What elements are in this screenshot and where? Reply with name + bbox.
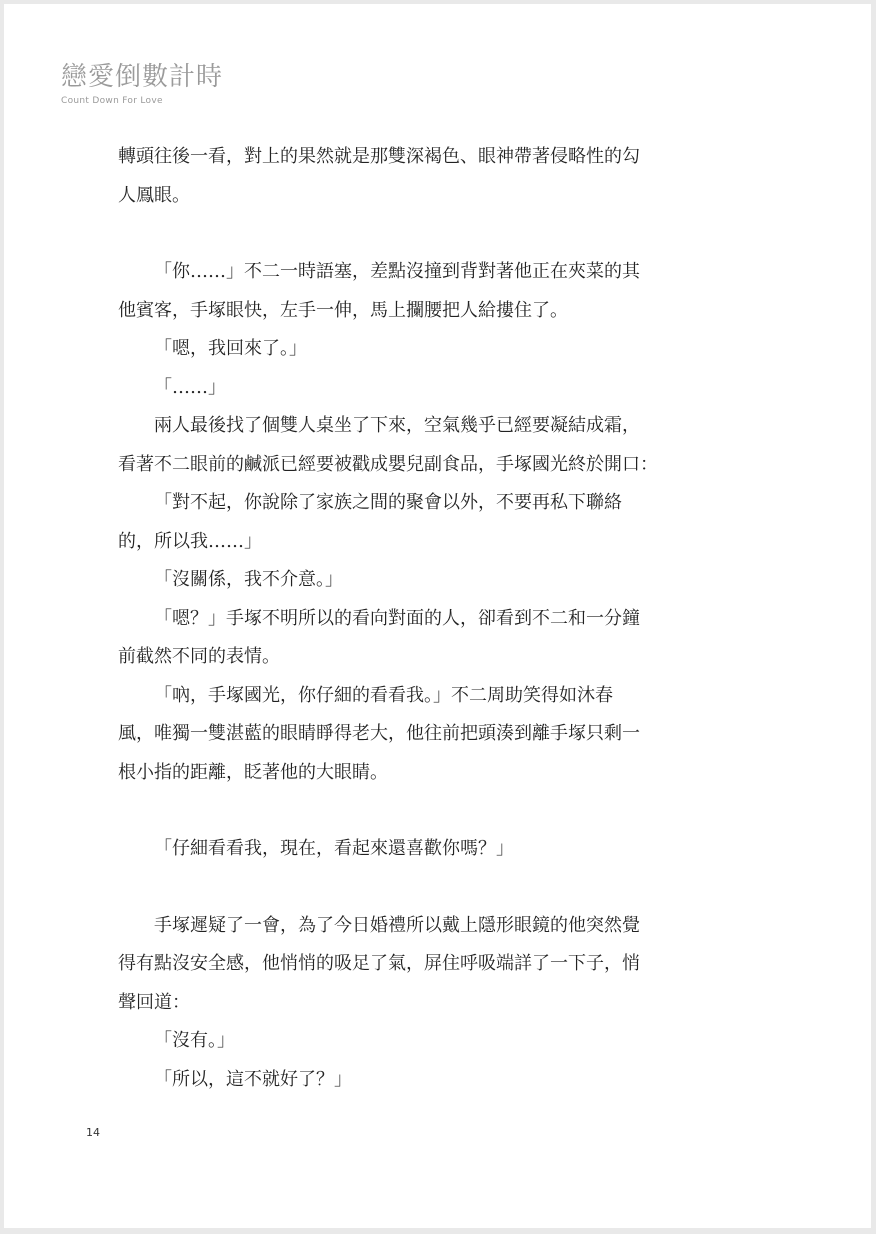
text-line: 「吶，手塚國光，你仔細的看看我。」不二周助笑得如沐春 bbox=[154, 684, 613, 706]
text-line: 轉頭往後一看，對上的果然就是那雙深褐色、眼神帶著侵略性的勾 bbox=[118, 146, 640, 167]
text-line: 看著不二眼前的鹹派已經要被戳成嬰兒副食品，手塚國光終於開口： bbox=[118, 453, 658, 475]
text-line: 的，所以我……」 bbox=[118, 530, 262, 552]
text-line: 「仔細看看我，現在，看起來還喜歡你嗎？」 bbox=[154, 838, 514, 859]
text-line: 根小指的距離，眨著他的大眼睛。 bbox=[118, 761, 388, 783]
text-line: 「嗯？」手塚不明所以的看向對面的人，卻看到不二和一分鐘 bbox=[154, 607, 640, 629]
book-page bbox=[4, 4, 871, 1228]
text-line: 「嗯，我回來了。」 bbox=[154, 338, 307, 359]
body-text bbox=[118, 138, 738, 1099]
text-line: 前截然不同的表情。 bbox=[118, 646, 280, 667]
text-line: 「沒關係，我不介意。」 bbox=[154, 569, 343, 590]
book-subtitle: Count Down For Love bbox=[61, 96, 163, 106]
text-line: 他賓客，手塚眼快，左手一伸，馬上攔腰把人給摟住了。 bbox=[118, 299, 568, 321]
running-header bbox=[61, 60, 223, 106]
text-line: 人鳳眼。 bbox=[118, 184, 190, 206]
text-line: 得有點沒安全感，他悄悄的吸足了氣，屏住呼吸端詳了一下子，悄 bbox=[118, 953, 640, 974]
text-line: 兩人最後找了個雙人桌坐了下來，空氣幾乎已經要凝結成霜， bbox=[154, 415, 640, 436]
book-title: 戀愛倒數計時 bbox=[61, 62, 224, 92]
text-line: 「所以，這不就好了？」 bbox=[154, 1068, 352, 1090]
page-number: 14 bbox=[86, 1126, 100, 1139]
text-line: 「對不起，你說除了家族之間的聚會以外，不要再私下聯絡 bbox=[154, 492, 622, 513]
text-line: 手塚遲疑了一會，為了今日婚禮所以戴上隱形眼鏡的他突然覺 bbox=[154, 914, 640, 936]
text-line: 「沒有。」 bbox=[154, 1030, 235, 1051]
text-line: 聲回道： bbox=[118, 991, 190, 1013]
text-line: 「……」 bbox=[154, 376, 226, 398]
text-line: 風，唯獨一雙湛藍的眼睛睜得老大，他往前把頭湊到離手塚只剩一 bbox=[118, 723, 640, 744]
text-line: 「你……」不二一時語塞，差點沒撞到背對著他正在夾菜的其 bbox=[154, 261, 640, 282]
